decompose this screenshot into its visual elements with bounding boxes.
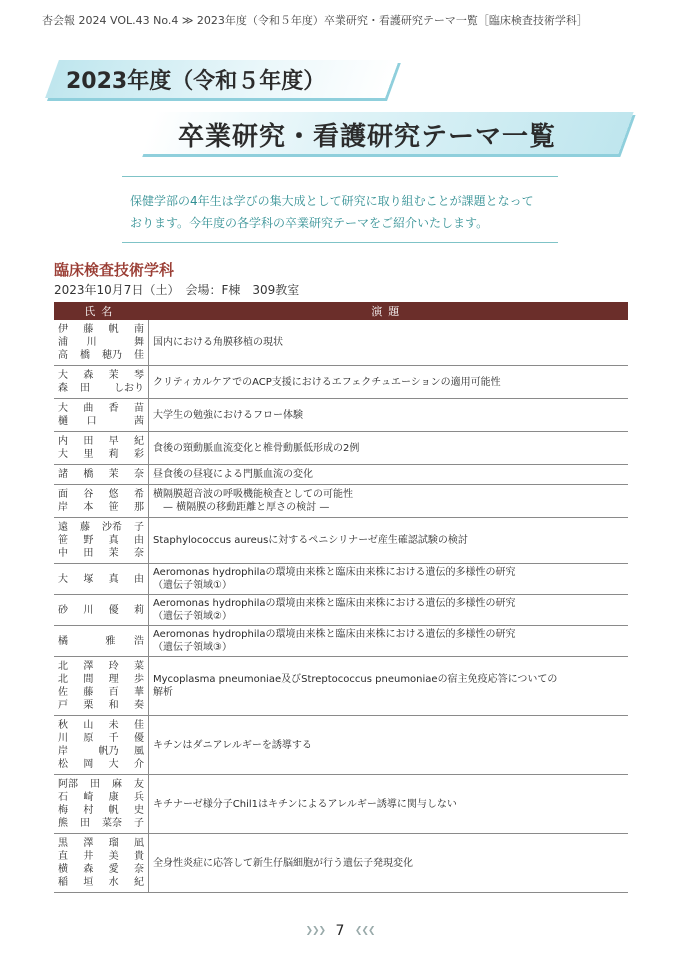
student-name: [58, 635, 144, 648]
name-part: 子: [134, 818, 144, 829]
title-line: — 横隔膜の移動距離と厚さの検討 —: [153, 502, 330, 513]
name-part: 大: [58, 449, 68, 460]
name-part: 野: [83, 535, 94, 546]
name-part: 森: [58, 383, 68, 394]
themes-table: [54, 302, 628, 893]
table-row: [54, 595, 628, 626]
name-part: 大: [58, 403, 68, 414]
name-part: 舞: [133, 337, 144, 348]
name-part: 子: [134, 522, 144, 533]
name-part: 松: [58, 759, 68, 770]
student-name: [58, 336, 144, 349]
name-part: 菜奈: [102, 818, 122, 829]
name-part: 瑠: [108, 838, 119, 849]
name-part: 和: [108, 700, 119, 711]
name-part: 菜: [133, 661, 144, 672]
research-title: [149, 595, 629, 626]
name-part: 佳: [134, 350, 144, 361]
name-part: 史: [133, 805, 144, 816]
research-title: [149, 716, 629, 775]
name-part: 大: [58, 573, 68, 585]
name-part: 山: [83, 720, 94, 731]
name-part: 佐: [58, 687, 68, 698]
title-line: 横隔膜超音波の呼吸機能検査としての可能性: [153, 489, 353, 500]
name-part: 琴: [133, 370, 144, 381]
title-line: （遺伝子領域②）: [153, 611, 232, 622]
table-body: [54, 320, 628, 893]
name-part: 茉: [108, 370, 119, 381]
name-part: 優: [108, 604, 119, 616]
student-names: [54, 399, 149, 432]
name-part: 岡: [83, 759, 94, 770]
name-part: 浩: [133, 635, 144, 647]
name-part: 川: [83, 604, 94, 616]
name-part: 茉: [108, 469, 119, 480]
name-part: 奈: [133, 864, 144, 875]
name-part: 田: [80, 383, 90, 394]
research-title: [149, 834, 629, 893]
name-part: 橋: [83, 469, 94, 480]
student-name: [58, 604, 144, 617]
name-part: 田: [80, 818, 90, 829]
name-part: 風: [133, 746, 144, 757]
research-title: [149, 775, 629, 834]
research-title: [149, 320, 629, 366]
title-line: 全身性炎症に応答して新生仔脳細胞が行う遺伝子発現変化: [153, 857, 413, 869]
name-part: 真: [108, 535, 119, 546]
table-row: [54, 657, 628, 716]
year-title: 2023年度（令和５年度）: [66, 69, 326, 94]
name-part: 樋: [58, 416, 68, 427]
student-name: [58, 573, 144, 586]
main-title: 卒業研究・看護研究テーマ一覧: [178, 122, 557, 152]
name-part: 村: [83, 805, 94, 816]
student-names: [54, 626, 149, 657]
name-part: 大: [108, 759, 119, 770]
name-part: 奈: [133, 548, 144, 559]
student-name: [58, 837, 144, 850]
student-name: [58, 673, 144, 686]
name-part: 莉: [133, 604, 144, 616]
name-part: 奈: [133, 469, 144, 480]
name-part: 藤: [83, 324, 94, 335]
research-title: [149, 399, 629, 432]
table-row: [54, 366, 628, 399]
name-part: 内: [58, 436, 68, 447]
name-part: 藤: [83, 687, 94, 698]
name-part: 帆乃: [98, 746, 119, 757]
student-name: [58, 660, 144, 673]
student-names: [54, 465, 149, 485]
name-part: 橘: [58, 635, 68, 647]
name-part: 帆: [108, 324, 119, 335]
student-names: [54, 485, 149, 518]
name-part: 希: [133, 489, 144, 500]
table-row: [54, 626, 628, 657]
student-name: [58, 732, 144, 745]
student-name: [58, 323, 144, 336]
student-name: [58, 758, 144, 771]
table-row: [54, 834, 628, 893]
research-title: [149, 366, 629, 399]
student-name: [58, 804, 144, 817]
name-part: 中: [58, 548, 68, 559]
name-part: 沙希: [102, 522, 122, 533]
intro-line: おります。今年度の各学科の卒業研究テーマをご紹介いたします。: [130, 216, 489, 230]
name-part: 口: [86, 416, 97, 427]
student-name: [58, 778, 144, 791]
student-name: [58, 415, 144, 428]
table-row: [54, 432, 628, 465]
name-part: 浦: [58, 337, 68, 348]
name-part: 穂乃: [102, 350, 122, 361]
names-column-header: 氏名: [54, 302, 149, 320]
name-part: 南: [133, 324, 144, 335]
title-line: （遺伝子領域①）: [153, 580, 232, 591]
title-line: クリティカルケアでのACP支援におけるエフェクチュエーションの適用可能性: [153, 376, 501, 388]
name-part: 笹: [58, 535, 68, 546]
name-part: 華: [133, 687, 144, 698]
name-part: 早: [108, 436, 119, 447]
name-part: 諸: [58, 469, 68, 480]
table-row: [54, 320, 628, 366]
name-part: 麻: [112, 779, 122, 790]
name-part: 遠: [58, 522, 68, 533]
name-part: 北: [58, 661, 68, 672]
student-name: [58, 850, 144, 863]
department-heading: 臨床検査技術学科: [54, 261, 175, 279]
title-line: 国内における角膜移植の現状: [153, 337, 283, 348]
name-part: 石: [58, 792, 68, 803]
name-part: 森: [83, 370, 94, 381]
name-part: 田: [83, 548, 94, 559]
title-line: 解析: [153, 687, 173, 698]
name-part: 阿部: [58, 779, 78, 790]
name-part: 奏: [133, 700, 144, 711]
research-title: [149, 657, 629, 716]
name-part: 兵: [133, 792, 144, 803]
table-row: [54, 465, 628, 485]
name-part: 貴: [133, 851, 144, 862]
intro-text: [130, 190, 560, 234]
student-name: [58, 501, 144, 514]
name-part: 彩: [133, 449, 144, 460]
name-part: 佳: [133, 720, 144, 731]
name-part: 介: [133, 759, 144, 770]
research-title: [149, 626, 629, 657]
student-name: [58, 686, 144, 699]
name-part: 苗: [133, 403, 144, 414]
name-part: 面: [58, 489, 68, 500]
name-part: 澤: [83, 838, 94, 849]
name-part: 垣: [83, 877, 94, 888]
name-part: 熊: [58, 818, 68, 829]
name-part: 塚: [83, 573, 94, 585]
name-part: 田: [90, 779, 100, 790]
research-title: [149, 485, 629, 518]
name-part: 里: [83, 449, 94, 460]
title-line: Aeromonas hydrophilaの環境由来株と臨床由来株における遺伝的多様性の研究: [153, 629, 516, 640]
name-part: 康: [108, 792, 119, 803]
title-line: キチンはダニアレルギーを誘導する: [153, 739, 312, 751]
intro-bottom-rule: [122, 242, 558, 243]
session-info: 2023年10月7日（土） 会場：F棟 309教室: [54, 283, 300, 297]
name-part: 栗: [83, 700, 94, 711]
name-part: 岸: [58, 502, 68, 513]
name-part: 歩: [133, 674, 144, 685]
name-part: 本: [83, 502, 94, 513]
student-name: [58, 863, 144, 876]
running-header: 杏会報 2024 VOL.43 No.4 ≫ 2023年度（令和５年度）卒業研究・看護研究テーマ一覧［臨床検査技術学科］: [42, 14, 588, 27]
name-part: 稲: [58, 877, 68, 888]
title-line: Staphylococcus aureusに対するペニシリナーゼ産生確認試験の検討: [153, 535, 468, 546]
name-part: 悠: [108, 489, 119, 500]
title-line: Aeromonas hydrophilaの環境由来株と臨床由来株における遺伝的多様性の研究: [153, 567, 516, 578]
name-part: 川: [86, 337, 97, 348]
student-names: [54, 518, 149, 564]
name-part: 森: [83, 864, 94, 875]
name-part: 理: [108, 674, 119, 685]
name-part: 井: [83, 851, 94, 862]
name-part: 秋: [58, 720, 68, 731]
name-part: 玲: [108, 661, 119, 672]
student-name: [58, 719, 144, 732]
table-row: [54, 716, 628, 775]
research-title: [149, 432, 629, 465]
title-line: キチナーゼ様分子Chil1はキチンによるアレルギー誘導に関与しない: [153, 798, 457, 810]
table-row: [54, 518, 628, 564]
student-name: [58, 534, 144, 547]
student-name: [58, 521, 144, 534]
table-header-row: [54, 302, 628, 320]
name-part: 由: [133, 573, 144, 585]
name-part: 梅: [58, 805, 68, 816]
title-line: （遺伝子領域③）: [153, 642, 232, 653]
student-name: [58, 488, 144, 501]
name-part: 原: [83, 733, 94, 744]
name-part: 千: [108, 733, 119, 744]
name-part: 未: [108, 720, 119, 731]
name-part: 茜: [133, 416, 144, 427]
student-name: [58, 435, 144, 448]
name-part: 水: [108, 877, 119, 888]
name-part: 伊: [58, 324, 68, 335]
page-footer: [0, 923, 680, 939]
name-part: 愛: [108, 864, 119, 875]
student-name: [58, 547, 144, 560]
name-part: 戸: [58, 700, 68, 711]
name-part: 橋: [80, 350, 90, 361]
right-ornament-icon: ❮❮❮: [354, 926, 375, 936]
name-part: 真: [108, 573, 119, 585]
name-part: 凪: [133, 838, 144, 849]
name-part: 藤: [80, 522, 90, 533]
student-names: [54, 834, 149, 893]
name-part: 北: [58, 674, 68, 685]
name-part: 崎: [83, 792, 94, 803]
title-line: 大学生の勉強におけるフロー体験: [153, 409, 303, 421]
name-part: 優: [133, 733, 144, 744]
student-name: [58, 448, 144, 461]
intro-line: 保健学部の4年生は学びの集大成として研究に取り組むことが課題となって: [130, 194, 534, 208]
research-title: [149, 564, 629, 595]
name-part: 香: [108, 403, 119, 414]
name-part: 直: [58, 851, 68, 862]
name-part: 雅: [105, 635, 116, 647]
name-part: 間: [83, 674, 94, 685]
name-part: 友: [134, 779, 144, 790]
student-name: [58, 369, 144, 382]
name-part: 帆: [108, 805, 119, 816]
name-part: しおり: [114, 383, 144, 394]
name-part: 由: [133, 535, 144, 546]
table-row: [54, 399, 628, 432]
student-name: [58, 791, 144, 804]
left-ornament-icon: ❯❯❯: [305, 926, 326, 936]
student-names: [54, 366, 149, 399]
table-row: [54, 564, 628, 595]
page-number: 7: [335, 923, 345, 939]
name-part: 茉: [108, 548, 119, 559]
student-name: [58, 699, 144, 712]
student-names: [54, 564, 149, 595]
name-part: 紀: [133, 436, 144, 447]
student-names: [54, 432, 149, 465]
student-names: [54, 775, 149, 834]
student-name: [58, 745, 144, 758]
title-line: 食後の頸動脈血流変化と椎骨動脈低形成の2例: [153, 442, 360, 454]
student-names: [54, 320, 149, 366]
table-row: [54, 775, 628, 834]
name-part: 砂: [58, 604, 68, 616]
research-title: [149, 465, 629, 485]
title-column-header: 演題: [149, 302, 629, 320]
name-part: 川: [58, 733, 68, 744]
name-part: 美: [108, 851, 119, 862]
title-line: 昼食後の昼寝による門脈血流の変化: [153, 469, 313, 480]
name-part: 曲: [83, 403, 94, 414]
student-names: [54, 595, 149, 626]
name-part: 横: [58, 864, 68, 875]
research-title: [149, 518, 629, 564]
student-name: [58, 382, 144, 395]
name-part: 高: [58, 350, 68, 361]
name-part: 百: [108, 687, 119, 698]
name-part: 田: [83, 436, 94, 447]
title-line: Mycoplasma pneumoniae及びStreptococcus pneumoniaeの宿主免疫応答についての: [153, 674, 558, 685]
student-name: [58, 468, 144, 481]
student-names: [54, 716, 149, 775]
name-part: 紀: [133, 877, 144, 888]
name-part: 黒: [58, 838, 68, 849]
name-part: 笹: [108, 502, 119, 513]
student-names: [54, 657, 149, 716]
name-part: 那: [133, 502, 144, 513]
name-part: 大: [58, 370, 68, 381]
name-part: 莉: [108, 449, 119, 460]
student-name: [58, 817, 144, 830]
name-part: 谷: [83, 489, 94, 500]
student-name: [58, 876, 144, 889]
table-row: [54, 485, 628, 518]
student-name: [58, 402, 144, 415]
student-name: [58, 349, 144, 362]
title-line: Aeromonas hydrophilaの環境由来株と臨床由来株における遺伝的多様性の研究: [153, 598, 516, 609]
name-part: 岸: [58, 746, 68, 757]
name-part: 澤: [83, 661, 94, 672]
intro-top-rule: [122, 176, 558, 177]
